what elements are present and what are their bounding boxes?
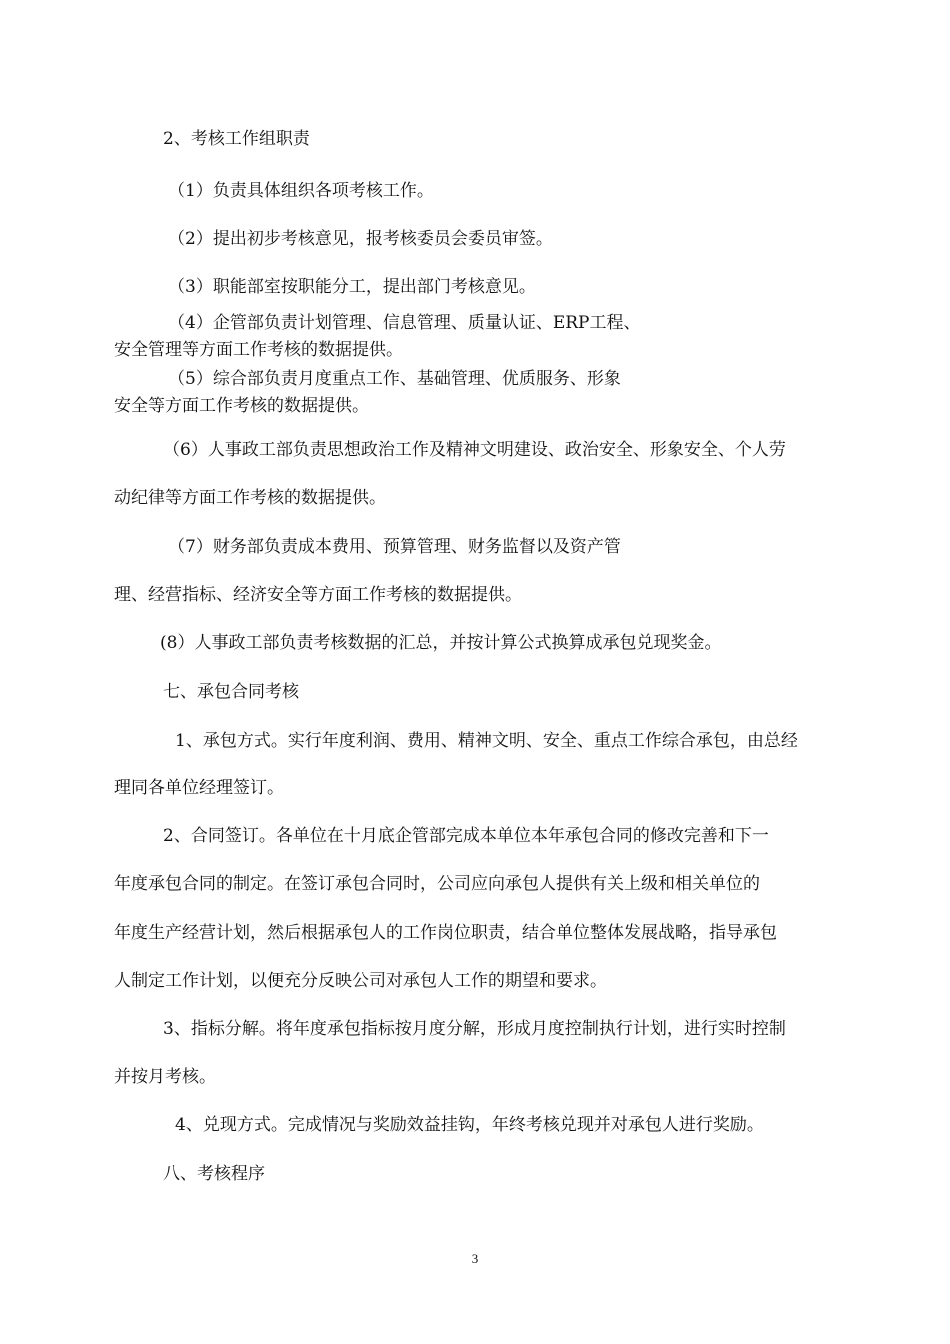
paragraph-line: 4、兑现方式。完成情况与奖励效益挂钩，年终考核兑现并对承包人进行奖励。 (175, 1115, 764, 1135)
list-item: （1）负责具体组织各项考核工作。 (168, 181, 434, 201)
list-item: (8）人事政工部负责考核数据的汇总，并按计算公式换算成承包兑现奖金。 (160, 633, 722, 653)
list-item-continuation: 动纪律等方面工作考核的数据提供。 (114, 488, 386, 508)
list-item: （7）财务部负责成本费用、预算管理、财务监督以及资产管 (168, 537, 621, 557)
paragraph-line: 年度承包合同的制定。在签订承包合同时，公司应向承包人提供有关上级和相关单位的 (114, 874, 760, 894)
paragraph-line: 理同各单位经理签订。 (114, 778, 284, 798)
list-item: （2）提出初步考核意见，报考核委员会委员审签。 (168, 229, 553, 249)
list-item: （5）综合部负责月度重点工作、基础管理、优质服务、形象 (168, 369, 621, 389)
paragraph-line: 1、承包方式。实行年度利润、费用、精神文明、安全、重点工作综合承包，由总经 (175, 731, 798, 751)
list-item-continuation: 安全等方面工作考核的数据提供。 (114, 396, 369, 416)
list-item-continuation: 安全管理等方面工作考核的数据提供。 (114, 340, 403, 360)
paragraph-line: 年度生产经营计划，然后根据承包人的工作岗位职责，结合单位整体发展战略，指导承包 (114, 923, 777, 943)
page-number: 3 (471, 1251, 479, 1266)
list-item: （6）人事政工部负责思想政治工作及精神文明建设、政治安全、形象安全、个人劳 (163, 440, 786, 460)
list-item: （3）职能部室按职能分工，提出部门考核意见。 (168, 277, 536, 297)
list-item: （4）企管部负责计划管理、信息管理、质量认证、ERP工程、 (168, 313, 641, 333)
paragraph-line: 人制定工作计划，以便充分反映公司对承包人工作的期望和要求。 (114, 971, 607, 991)
list-item-continuation: 理、经营指标、经济安全等方面工作考核的数据提供。 (114, 585, 522, 605)
section-heading: 七、承包合同考核 (163, 682, 299, 702)
paragraph-line: 3、指标分解。将年度承包指标按月度分解，形成月度控制执行计划，进行实时控制 (163, 1019, 786, 1039)
section-heading: 八、考核程序 (163, 1164, 265, 1184)
paragraph-line: 2、合同签订。各单位在十月底企管部完成本单位本年承包合同的修改完善和下一 (163, 826, 769, 846)
section-heading: 2、考核工作组职责 (163, 129, 310, 149)
paragraph-line: 并按月考核。 (114, 1067, 216, 1087)
